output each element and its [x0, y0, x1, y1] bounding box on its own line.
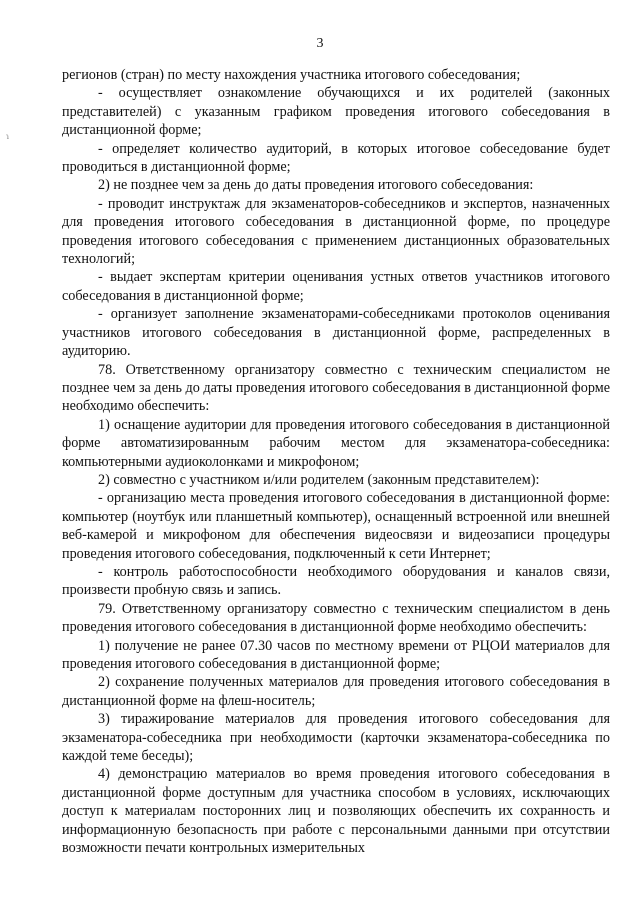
paragraph: 1) оснащение аудитории для проведения итогового собеседования в дистанционной форме автоматизированным рабочим местом для экзаменатора-собеседника: компьютерными аудиоколонками и микрофоном;: [62, 416, 610, 470]
document-body: [62, 66, 610, 857]
paragraph: 2) не позднее чем за день до даты проведения итогового собеседования:: [98, 177, 534, 194]
paragraph: 4) демонстрацию материалов во время проведения итогового собеседования в дистанционной форме доступным для участника способом в условиях, исключающих доступ к материалам посторонних лиц и позволяющих обеспечить их сохранность и информационную безопасность при работе с персональными данными при отсутствии возможности печати контрольных измерительных: [62, 766, 610, 857]
paragraph: - организацию места проведения итогового собеседования в дистанционной форме: компьютер (ноутбук или планшетный компьютер), оснащенный встроенной или внешней веб-камерой и микрофоном для обеспечения видеосвязи и видеозаписи процедуры проведения итогового собеседования, подключенный к сети Интернет;: [62, 490, 610, 562]
margin-mark: ɿ: [6, 131, 9, 141]
paragraph: 2) сохранение полученных материалов для проведения итогового собеседования в дистанционной форме на флеш-носитель;: [62, 674, 610, 709]
paragraph: - выдает экспертам критерии оценивания устных ответов участников итогового собеседования в дистанционной форме;: [62, 269, 610, 304]
paragraph: - проводит инструктаж для экзаменаторов-собеседников и экспертов, назначенных для проведения итогового собеседования в дистанционной форме, по процедуре проведения итогового собеседования с применением дистанционных образовательных технологий;: [62, 195, 610, 268]
paragraph: - контроль работоспособности необходимого оборудования и каналов связи, произвести пробную связь и запись.: [62, 563, 610, 599]
paragraph: 2) совместно с участником и/или родителем (законным представителем):: [98, 471, 540, 488]
paragraph: 79. Ответственному организатору совместно с техническим специалистом в день проведения итогового собеседования в дистанционной форме необходимо обеспечить:: [62, 600, 610, 636]
paragraph: регионов (стран) по месту нахождения участника итогового собеседования;: [62, 67, 521, 83]
paragraph: 78. Ответственному организатору совместно с техническим специалистом не позднее чем за день до даты проведения итогового собеседования в дистанционной форме необходимо обеспечить:: [62, 361, 610, 415]
paragraph: - организует заполнение экзаменаторами-собеседниками протоколов оценивания участников итогового собеседования в дистанционной форме, распределенных в аудиторию.: [62, 306, 610, 360]
paragraph: - осуществляет ознакомление обучающихся и их родителей (законных представителей) с указанным графиком проведения итогового собеседования в дистанционной форме;: [62, 85, 610, 139]
paragraph: 1) получение не ранее 07.30 часов по местному времени от РЦОИ материалов для проведения итогового собеседования в дистанционной форме;: [62, 637, 610, 672]
paragraph: - определяет количество аудиторий, в которых итоговое собеседование будет проводиться в дистанционной форме;: [62, 140, 610, 176]
paragraph: 3) тиражирование материалов для проведения итогового собеседования для экзаменатора-собеседника при необходимости (карточки экзаменатора-собеседника по каждой теме беседы);: [62, 711, 610, 765]
page-number: 3: [316, 36, 324, 51]
